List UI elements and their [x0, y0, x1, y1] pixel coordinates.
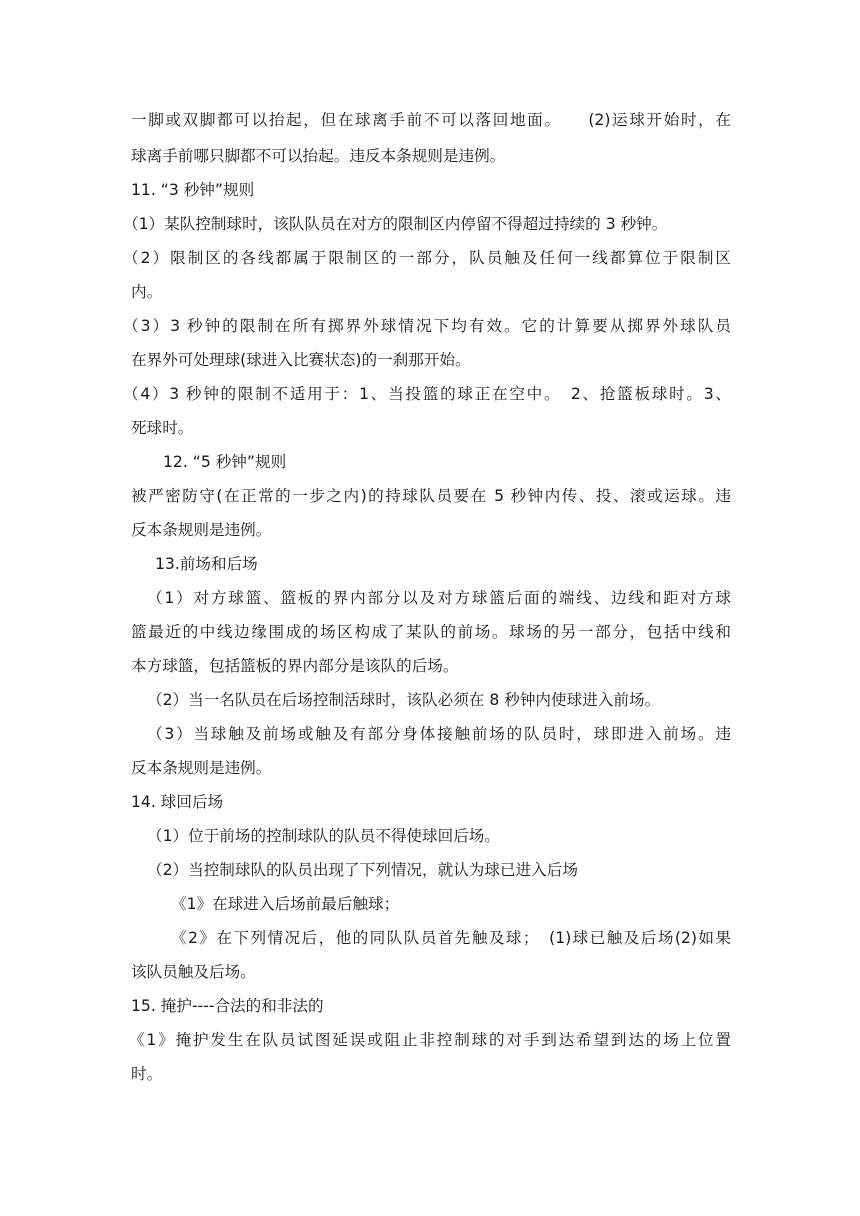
text-line: （3）当球触及前场或触及有部分身体接触前场的队员时，球即进入前场。违	[147, 725, 731, 743]
text-line: （2）限制区的各线都属于限制区的一部分，队员触及任何一线都算位于限制区	[123, 249, 731, 267]
text-line: 内。	[131, 283, 163, 301]
section-heading: 15. 掩护----合法的和非法的	[131, 997, 324, 1015]
text-line: 死球时。	[131, 419, 194, 437]
text-line: 反本条规则是违例。	[131, 521, 272, 539]
text-line: 反本条规则是违例。	[131, 759, 272, 777]
text-line: （1）位于前场的控制球队的队员不得使球回后场。	[147, 827, 500, 845]
text-line: 篮最近的中线边缘围成的场区构成了某队的前场。球场的另一部分，包括中线和	[131, 623, 731, 641]
text-line: （2）当控制球队的队员出现了下列情况，就认为球已进入后场	[147, 861, 578, 879]
section-heading: 12. “5 秒钟”规则	[163, 453, 287, 471]
text-line: （2）当一名队员在后场控制活球时，该队必须在 8 秒钟内使球进入前场。	[147, 691, 661, 709]
section-heading: 11. “3 秒钟”规则	[131, 181, 255, 199]
text-line: （3）3 秒钟的限制在所有掷界外球情况下均有效。它的计算要从掷界外球队员	[123, 317, 731, 335]
section-heading: 13.前场和后场	[155, 555, 258, 573]
text-line: 球离手前哪只脚都不可以抬起。违反本条规则是违例。	[131, 147, 506, 165]
text-line: 在界外可处理球(球进入比赛状态)的一刹那开始。	[131, 351, 471, 369]
text-line: 时。	[131, 1065, 163, 1083]
text-line: 本方球篮，包括篮板的界内部分是该队的后场。	[131, 657, 459, 675]
text-line: 《1》在球进入后场前最后触球；	[171, 895, 400, 913]
text-line: （4）3 秒钟的限制不适用于：1、当投篮的球正在空中。 2、抢篮板球时。3、	[123, 385, 731, 403]
text-line: （1）对方球篮、篮板的界内部分以及对方球篮后面的端线、边线和距对方球	[147, 589, 731, 607]
text-line: 《1》掩护发生在队员试图延误或阻止非控制球的对手到达希望到达的场上位置	[129, 1031, 731, 1049]
text-line: 《2》在下列情况后，他的同队队员首先触及球； (1)球已触及后场(2)如果	[171, 929, 731, 947]
section-heading: 14. 球回后场	[131, 793, 224, 811]
text-line: 被严密防守(在正常的一步之内)的持球队员要在 5 秒钟内传、投、滚或运球。违	[131, 487, 731, 505]
text-line: （1）某队控制球时，该队队员在对方的限制区内停留不得超过持续的 3 秒钟。	[123, 215, 668, 233]
text-line: 一脚或双脚都可以抬起，但在球离手前不可以落回地面。 (2)运球开始时，在	[131, 111, 731, 129]
text-line: 该队员触及后场。	[131, 963, 256, 981]
